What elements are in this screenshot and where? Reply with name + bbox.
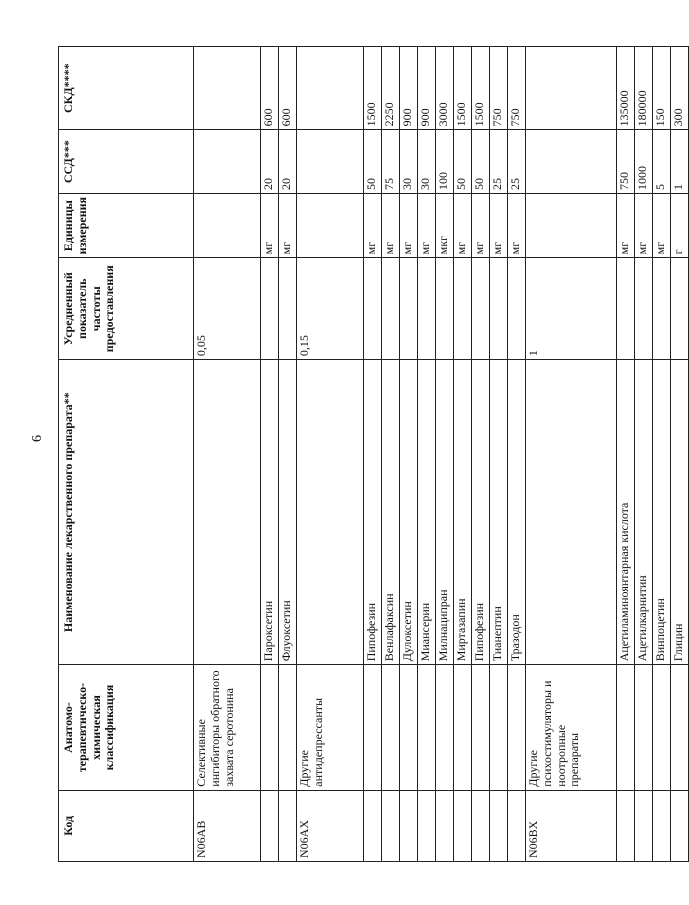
drug-skd: 600 — [279, 47, 297, 130]
drug-unit: мг — [508, 193, 526, 257]
drug-skd: 750 — [490, 47, 508, 130]
drug-ssd: 750 — [617, 130, 635, 194]
drug-ssd: 1000 — [635, 130, 653, 194]
drug-skd: 900 — [400, 47, 418, 130]
drug-name: Пароксетин — [261, 360, 279, 665]
drug-ssd: 1 — [671, 130, 689, 194]
drug-unit: мг — [653, 193, 671, 257]
drug-name: Глицин — [671, 360, 689, 665]
drug-unit: мг — [490, 193, 508, 257]
group-frequency: 0,15 — [297, 258, 364, 360]
drug-unit: мг — [382, 193, 400, 257]
drug-skd: 900 — [418, 47, 436, 130]
drug-ssd: 5 — [653, 130, 671, 194]
header-drug-name: Наименование лекарственного препарата** — [59, 360, 194, 665]
drug-unit: мг — [472, 193, 490, 257]
table-row — [617, 47, 635, 862]
drug-name: Венлафаксин — [382, 360, 400, 665]
drug-ssd: 100 — [436, 130, 454, 194]
drug-unit: мг — [418, 193, 436, 257]
drug-unit: мг — [635, 193, 653, 257]
drug-unit: г — [671, 193, 689, 257]
drug-name: Флуоксетин — [279, 360, 297, 665]
drug-skd: 1500 — [454, 47, 472, 130]
drug-skd: 1500 — [364, 47, 382, 130]
group-atc-class: Другие психостимуляторы и ноотропные препараты — [526, 665, 617, 790]
drug-name: Милнаципран — [436, 360, 454, 665]
table-row — [400, 47, 418, 862]
drug-skd: 150 — [653, 47, 671, 130]
drug-name: Тианептин — [490, 360, 508, 665]
drug-table — [58, 46, 689, 862]
table-row — [508, 47, 526, 862]
drug-ssd: 30 — [418, 130, 436, 194]
rotated-table-wrapper — [58, 46, 685, 862]
header-ssd: ССД*** — [59, 130, 194, 194]
drug-skd: 750 — [508, 47, 526, 130]
page-number: 6 — [30, 435, 45, 442]
drug-unit: мг — [454, 193, 472, 257]
drug-name: Винпоцетин — [653, 360, 671, 665]
drug-name: Дулоксетин — [400, 360, 418, 665]
group-code: N06BX — [526, 790, 617, 861]
table-header-row — [59, 47, 194, 862]
drug-skd: 135000 — [617, 47, 635, 130]
group-code: N06AB — [194, 790, 261, 861]
drug-ssd: 75 — [382, 130, 400, 194]
drug-skd: 600 — [261, 47, 279, 130]
drug-unit: мг — [279, 193, 297, 257]
group-frequency: 1 — [526, 258, 617, 360]
drug-unit: мкг — [436, 193, 454, 257]
group-frequency: 0,05 — [194, 258, 261, 360]
drug-ssd: 20 — [261, 130, 279, 194]
table-row — [436, 47, 454, 862]
table-row — [671, 47, 689, 862]
group-atc-class: Селективные ингибиторы обратного захвата серотонина — [194, 665, 261, 790]
table-row — [382, 47, 400, 862]
drug-name: Ацетилкарнитин — [635, 360, 653, 665]
header-code: Код — [59, 790, 194, 861]
drug-ssd: 30 — [400, 130, 418, 194]
drug-unit: мг — [364, 193, 382, 257]
table-row — [454, 47, 472, 862]
drug-unit: мг — [400, 193, 418, 257]
drug-skd: 1500 — [472, 47, 490, 130]
drug-ssd: 20 — [279, 130, 297, 194]
group-atc-class: Другие антидепрессанты — [297, 665, 364, 790]
group-row — [297, 47, 364, 862]
table-row — [418, 47, 436, 862]
header-unit: Единицы измерения — [59, 193, 194, 257]
drug-skd: 3000 — [436, 47, 454, 130]
table-row — [653, 47, 671, 862]
table-row — [261, 47, 279, 862]
drug-ssd: 50 — [364, 130, 382, 194]
drug-ssd: 25 — [490, 130, 508, 194]
drug-unit: мг — [617, 193, 635, 257]
drug-name: Ацетиламиноянтарная кислота — [617, 360, 635, 665]
header-skd: СКД**** — [59, 47, 194, 130]
drug-skd: 2250 — [382, 47, 400, 130]
drug-unit: мг — [261, 193, 279, 257]
drug-ssd: 50 — [472, 130, 490, 194]
drug-name: Миртазапин — [454, 360, 472, 665]
group-row — [194, 47, 261, 862]
drug-name: Миансерин — [418, 360, 436, 665]
drug-skd: 180000 — [635, 47, 653, 130]
drug-name: Пипофезин — [472, 360, 490, 665]
table-row — [490, 47, 508, 862]
group-code: N06AX — [297, 790, 364, 861]
drug-ssd: 25 — [508, 130, 526, 194]
drug-name: Пипофезин — [364, 360, 382, 665]
group-row — [526, 47, 617, 862]
header-atc-class: Анатомо-терапевтическо-химическая классификация — [59, 665, 194, 790]
table-row — [472, 47, 490, 862]
header-frequency: Усредненный показатель частоты предоставления — [59, 258, 194, 360]
table-row — [635, 47, 653, 862]
drug-ssd: 50 — [454, 130, 472, 194]
table-row — [364, 47, 382, 862]
table-row — [279, 47, 297, 862]
drug-name: Тразодон — [508, 360, 526, 665]
drug-skd: 300 — [671, 47, 689, 130]
